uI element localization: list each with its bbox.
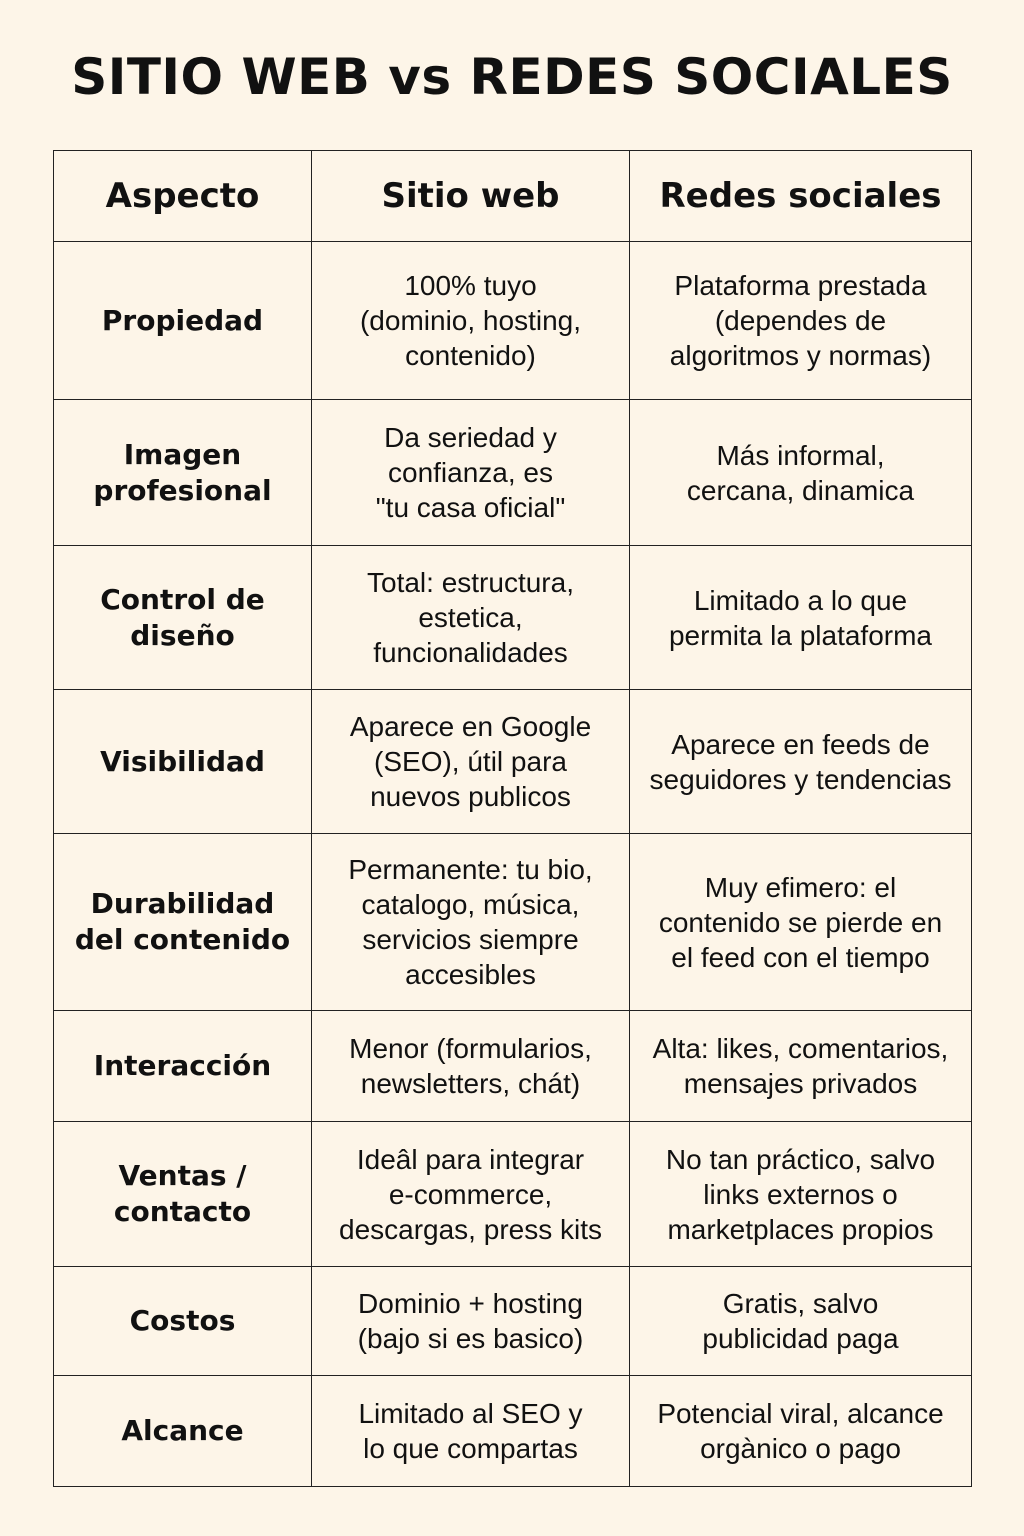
table-row [54,1267,972,1376]
website-cell: 100% tuyo (dominio, hosting, contenido) [312,242,630,400]
page-title: SITIO WEB vs REDES SOCIALES [71,48,953,106]
social-cell: No tan práctico, salvo links externos o marketplaces propios [630,1122,972,1267]
website-cell: Limitado al SEO y lo que compartas [312,1376,630,1487]
social-cell: Gratis, salvo publicidad paga [630,1267,972,1376]
table-row [54,690,972,834]
column-header-website: Sitio web [312,151,630,242]
row-aspect: Alcance [54,1376,312,1487]
row-aspect: Costos [54,1267,312,1376]
social-cell: Potencial viral, alcance orgànico o pago [630,1376,972,1487]
table-row [54,1122,972,1267]
row-aspect: Propiedad [54,242,312,400]
website-cell: Menor (formularios, newsletters, chát) [312,1011,630,1122]
table-row [54,400,972,546]
row-aspect: Ventas / contacto [54,1122,312,1267]
website-cell: Aparece en Google (SEO), útil para nuevos publicos [312,690,630,834]
comparison-table [53,150,972,1487]
row-aspect: Control de diseño [54,546,312,690]
row-aspect: Visibilidad [54,690,312,834]
table-row [54,242,972,400]
row-aspect: Durabilidad del contenido [54,834,312,1011]
column-header-social: Redes sociales [630,151,972,242]
table-row [54,1376,972,1487]
header-row [54,151,972,242]
social-cell: Muy efimero: el contenido se pierde en el feed con el tiempo [630,834,972,1011]
table-row [54,546,972,690]
table-row [54,1011,972,1122]
row-aspect: Imagen profesional [54,400,312,546]
social-cell: Limitado a lo que permita la plataforma [630,546,972,690]
social-cell: Aparece en feeds de seguidores y tendencias [630,690,972,834]
social-cell: Más informal, cercana, dinamica [630,400,972,546]
row-aspect: Interacción [54,1011,312,1122]
table-row [54,834,972,1011]
website-cell: Da seriedad y confianza, es "tu casa oficial" [312,400,630,546]
social-cell: Plataforma prestada (dependes de algoritmos y normas) [630,242,972,400]
website-cell: Permanente: tu bio, catalogo, música, servicios siempre accesibles [312,834,630,1011]
website-cell: Dominio + hosting (bajo si es basico) [312,1267,630,1376]
website-cell: Total: estructura, estetica, funcionalidades [312,546,630,690]
column-header-aspect: Aspecto [54,151,312,242]
website-cell: Ideâl para integrar e-commerce, descargas, press kits [312,1122,630,1267]
social-cell: Alta: likes, comentarios, mensajes privados [630,1011,972,1122]
